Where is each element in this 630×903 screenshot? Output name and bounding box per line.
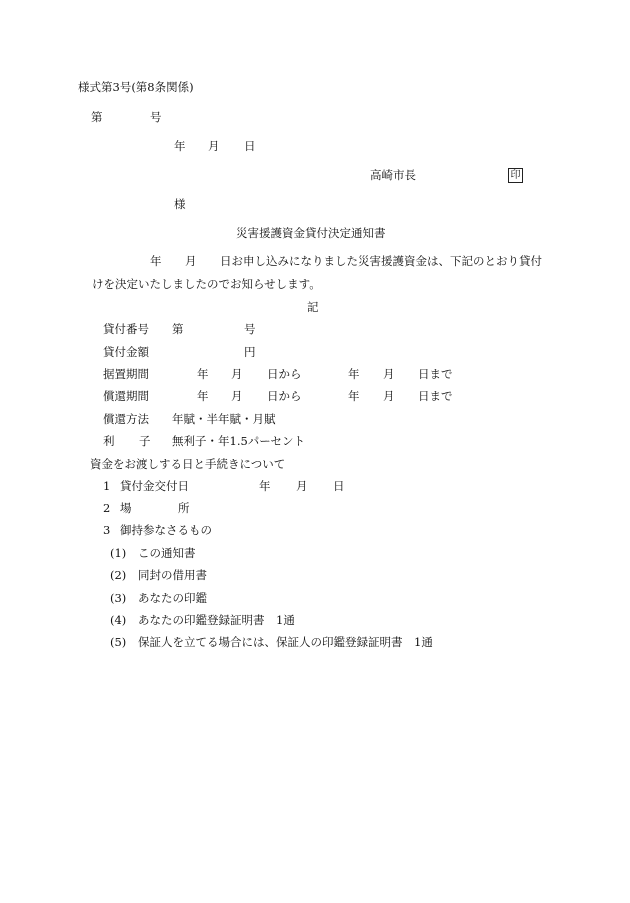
interest-value: 無利子・年1.5パーセント: [172, 434, 306, 448]
deferment-to-day: 日まで: [418, 367, 453, 381]
deferment-from-year: 年: [197, 367, 209, 381]
procedure-item1-label: 貸付金交付日: [120, 479, 189, 493]
belonging-3-num: (3): [110, 591, 127, 605]
repayment-method-value: 年賦・半年賦・月賦: [172, 412, 276, 426]
ki-heading: 記: [307, 300, 319, 314]
intro-month: 月: [185, 254, 197, 268]
interest-label-1: 利: [103, 434, 115, 448]
loan-number-label: 貸付番号: [103, 322, 149, 336]
procedure-item3-num: 3: [103, 523, 111, 537]
belonging-5-text: 保証人を立てる場合には、保証人の印鑑登録証明書 1通: [138, 635, 433, 649]
procedure-heading: 資金をお渡しする日と手続きについて: [90, 457, 286, 471]
belonging-2-text: 同封の借用書: [138, 568, 207, 582]
repayment-method-label: 償還方法: [103, 412, 149, 426]
interest-label-2: 子: [139, 434, 151, 448]
intro-year: 年: [150, 254, 162, 268]
loan-number-dai: 第: [172, 322, 184, 336]
seal-mark: 印: [508, 168, 523, 183]
belonging-3-text: あなたの印鑑: [138, 591, 207, 605]
repayment-from-year: 年: [197, 389, 209, 403]
repayment-to-month: 月: [383, 389, 395, 403]
repayment-from-day: 日から: [267, 389, 302, 403]
belonging-4-text: あなたの印鑑登録証明書 1通: [138, 613, 295, 627]
addressee-sama: 様: [174, 197, 186, 211]
deferment-to-year: 年: [348, 367, 360, 381]
procedure-item1-month: 月: [296, 479, 308, 493]
intro-line1: 日お申し込みになりました災害援護資金は、下記のとおり貸付: [220, 254, 542, 268]
procedure-item3-label: 御持参なさるもの: [120, 523, 212, 537]
repayment-period-label: 償還期間: [103, 389, 149, 403]
belonging-2-num: (2): [110, 568, 127, 582]
loan-amount-yen: 円: [244, 345, 256, 359]
deferment-from-day: 日から: [267, 367, 302, 381]
procedure-item1-num: 1: [103, 479, 111, 493]
procedure-item2-num: 2: [103, 501, 111, 515]
date-year: 年: [174, 139, 186, 153]
belonging-1-num: (1): [110, 546, 127, 560]
belonging-1-text: この通知書: [138, 546, 196, 560]
loan-amount-label: 貸付金額: [103, 345, 149, 359]
belonging-4-num: (4): [110, 613, 127, 627]
loan-number-go: 号: [244, 322, 256, 336]
procedure-item1-year: 年: [259, 479, 271, 493]
intro-line2: けを決定いたしましたのでお知らせします。: [92, 277, 321, 291]
procedure-item2-label-2: 所: [178, 501, 190, 515]
procedure-item2-label-1: 場: [120, 501, 132, 515]
reference-dai: 第: [91, 110, 103, 124]
deferment-label: 据置期間: [103, 367, 149, 381]
repayment-from-month: 月: [231, 389, 243, 403]
issuer-title: 高崎市長: [370, 168, 416, 182]
procedure-item1-day: 日: [333, 479, 345, 493]
deferment-from-month: 月: [231, 367, 243, 381]
belonging-5-num: (5): [110, 635, 127, 649]
form-label: 様式第3号(第8条関係): [78, 80, 194, 94]
date-month: 月: [208, 139, 220, 153]
deferment-to-month: 月: [383, 367, 395, 381]
document-title: 災害援護資金貸付決定通知書: [236, 226, 386, 240]
reference-go: 号: [150, 110, 162, 124]
repayment-to-year: 年: [348, 389, 360, 403]
repayment-to-day: 日まで: [418, 389, 453, 403]
date-day: 日: [244, 139, 256, 153]
